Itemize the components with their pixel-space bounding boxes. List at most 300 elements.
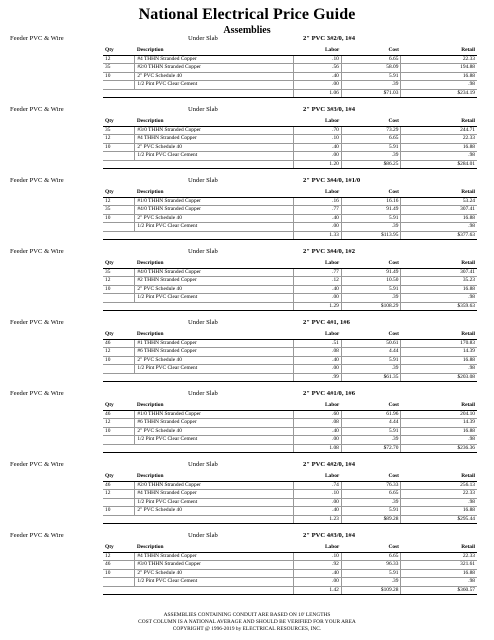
cell-labor: .10 bbox=[293, 553, 341, 561]
cell-labor: .40 bbox=[293, 356, 341, 364]
assembly-table bbox=[103, 330, 477, 382]
col-header-labor: Labor bbox=[293, 472, 341, 482]
assembly-section bbox=[0, 460, 494, 531]
assembly-section bbox=[0, 176, 494, 247]
cell-labor: .92 bbox=[293, 561, 341, 569]
section-assembly-code: 2" PVC 4#2/0, 1#4 bbox=[303, 461, 356, 468]
assembly-section bbox=[0, 389, 494, 460]
cell-qty bbox=[103, 365, 135, 373]
table-header-row bbox=[103, 330, 477, 340]
table-row bbox=[103, 482, 477, 490]
section-header bbox=[0, 247, 494, 257]
cell-cost: 5.91 bbox=[341, 285, 401, 293]
total-spacer bbox=[103, 302, 135, 310]
table-row bbox=[103, 578, 477, 586]
cell-description: 1/2 Pint PVC Clear Cement bbox=[135, 498, 293, 506]
section-subcategory: Under Slab bbox=[188, 461, 218, 468]
cell-description: 2" PVC Schedule 40 bbox=[135, 356, 293, 364]
table-row bbox=[103, 498, 477, 506]
cell-cost: 6.65 bbox=[341, 56, 401, 64]
cell-description: 2" PVC Schedule 40 bbox=[135, 214, 293, 222]
table-row bbox=[103, 135, 477, 143]
total-cost: $72.70 bbox=[341, 444, 401, 452]
table-row bbox=[103, 490, 477, 498]
col-header-cost: Cost bbox=[341, 46, 401, 56]
cell-qty: 35 bbox=[103, 269, 135, 277]
table-row bbox=[103, 214, 477, 222]
total-retail: $203.08 bbox=[401, 373, 477, 381]
cell-retail: .98 bbox=[401, 81, 477, 89]
cell-qty: 10 bbox=[103, 285, 135, 293]
cell-labor: .40 bbox=[293, 214, 341, 222]
col-header-retail: Retail bbox=[401, 188, 477, 198]
total-spacer bbox=[135, 515, 293, 523]
cell-cost: .39 bbox=[341, 152, 401, 160]
total-labor: 1.23 bbox=[293, 515, 341, 523]
cell-labor: .77 bbox=[293, 206, 341, 214]
cell-labor: .12 bbox=[293, 277, 341, 285]
cell-labor: .00 bbox=[293, 365, 341, 373]
cell-retail: 244.71 bbox=[401, 127, 477, 135]
col-header-labor: Labor bbox=[293, 330, 341, 340]
cell-qty: 12 bbox=[103, 56, 135, 64]
cell-retail: .98 bbox=[401, 498, 477, 506]
col-header-qty: Qty bbox=[103, 401, 135, 411]
table-row bbox=[103, 411, 477, 419]
total-cost: $71.03 bbox=[341, 89, 401, 97]
assembly-table bbox=[103, 188, 477, 240]
cell-qty: 12 bbox=[103, 135, 135, 143]
total-labor: 1.08 bbox=[293, 444, 341, 452]
table-header-row bbox=[103, 46, 477, 56]
cell-qty: 46 bbox=[103, 340, 135, 348]
cell-labor: .00 bbox=[293, 81, 341, 89]
section-assembly-code: 2" PVC 4#3/0, 1#4 bbox=[303, 532, 356, 539]
table-header bbox=[103, 46, 477, 56]
total-labor: 1.33 bbox=[293, 231, 341, 239]
table-row bbox=[103, 143, 477, 151]
cell-description: #2/0 THHN Stranded Copper bbox=[135, 64, 293, 72]
table-body bbox=[103, 127, 477, 169]
total-retail: $284.01 bbox=[401, 160, 477, 168]
cell-qty bbox=[103, 223, 135, 231]
cell-retail: .98 bbox=[401, 152, 477, 160]
table-row bbox=[103, 56, 477, 64]
total-retail: $234.19 bbox=[401, 89, 477, 97]
table-body bbox=[103, 56, 477, 98]
total-labor: .99 bbox=[293, 373, 341, 381]
col-header-description: Description bbox=[135, 330, 293, 340]
cell-labor: .16 bbox=[293, 198, 341, 206]
cell-labor: .40 bbox=[293, 285, 341, 293]
cell-labor: .40 bbox=[293, 569, 341, 577]
cell-description: #1/0 THHN Stranded Copper bbox=[135, 411, 293, 419]
col-header-qty: Qty bbox=[103, 543, 135, 553]
cell-retail: 35.23 bbox=[401, 277, 477, 285]
col-header-retail: Retail bbox=[401, 472, 477, 482]
cell-labor: .10 bbox=[293, 56, 341, 64]
cell-description: 2" PVC Schedule 40 bbox=[135, 285, 293, 293]
total-labor: 1.29 bbox=[293, 302, 341, 310]
cell-description: 2" PVC Schedule 40 bbox=[135, 569, 293, 577]
section-category: Feeder PVC & Wire bbox=[10, 390, 64, 397]
table-row bbox=[103, 285, 477, 293]
cell-labor: .08 bbox=[293, 348, 341, 356]
total-cost: $109.28 bbox=[341, 586, 401, 594]
table-header bbox=[103, 330, 477, 340]
col-header-qty: Qty bbox=[103, 259, 135, 269]
total-cost: $108.29 bbox=[341, 302, 401, 310]
assembly-section bbox=[0, 531, 494, 602]
table-header-row bbox=[103, 259, 477, 269]
total-retail: $359.63 bbox=[401, 302, 477, 310]
cell-description: #4/0 THHN Stranded Copper bbox=[135, 269, 293, 277]
cell-qty: 12 bbox=[103, 419, 135, 427]
cell-qty: 35 bbox=[103, 127, 135, 135]
cell-qty bbox=[103, 498, 135, 506]
total-row bbox=[103, 586, 477, 594]
table-row bbox=[103, 348, 477, 356]
cell-qty bbox=[103, 81, 135, 89]
col-header-labor: Labor bbox=[293, 401, 341, 411]
section-subcategory: Under Slab bbox=[188, 106, 218, 113]
cell-retail: 16.88 bbox=[401, 427, 477, 435]
total-spacer bbox=[135, 231, 293, 239]
cell-description: #3/0 THHN Stranded Copper bbox=[135, 127, 293, 135]
total-spacer bbox=[103, 586, 135, 594]
assembly-table bbox=[103, 46, 477, 98]
cell-cost: .39 bbox=[341, 578, 401, 586]
cell-description: #3/0 THHN Stranded Copper bbox=[135, 561, 293, 569]
cell-qty: 10 bbox=[103, 72, 135, 80]
cell-description: #2/0 THHN Stranded Copper bbox=[135, 482, 293, 490]
cell-labor: .77 bbox=[293, 269, 341, 277]
cell-retail: 204.10 bbox=[401, 411, 477, 419]
table-body bbox=[103, 340, 477, 382]
table-header bbox=[103, 259, 477, 269]
cell-labor: .74 bbox=[293, 482, 341, 490]
cell-cost: 96.33 bbox=[341, 561, 401, 569]
cell-retail: 16.88 bbox=[401, 356, 477, 364]
cell-labor: .00 bbox=[293, 152, 341, 160]
section-header bbox=[0, 531, 494, 541]
cell-cost: 16.16 bbox=[341, 198, 401, 206]
table-row bbox=[103, 507, 477, 515]
cell-cost: 5.91 bbox=[341, 356, 401, 364]
cell-description: #4 THHN Stranded Copper bbox=[135, 56, 293, 64]
footer-note-lengths: ASSEMBLIES CONTAINING CONDUIT ARE BASED ON 10' LENGTHS bbox=[163, 612, 331, 618]
cell-description: #2 THHN Stranded Copper bbox=[135, 277, 293, 285]
table-header bbox=[103, 543, 477, 553]
cell-qty: 10 bbox=[103, 427, 135, 435]
cell-cost: 4.44 bbox=[341, 348, 401, 356]
cell-cost: 6.65 bbox=[341, 490, 401, 498]
section-category: Feeder PVC & Wire bbox=[10, 106, 64, 113]
total-spacer bbox=[135, 586, 293, 594]
col-header-cost: Cost bbox=[341, 401, 401, 411]
cell-qty: 12 bbox=[103, 348, 135, 356]
footer-note-cost: COST COLUMN IS A NATIONAL AVERAGE AND SHOULD BE VERIFIED FOR YOUR AREA bbox=[138, 619, 356, 625]
col-header-qty: Qty bbox=[103, 117, 135, 127]
cell-labor: .40 bbox=[293, 72, 341, 80]
cell-retail: .98 bbox=[401, 365, 477, 373]
cell-labor: .56 bbox=[293, 64, 341, 72]
cell-qty bbox=[103, 294, 135, 302]
cell-description: 2" PVC Schedule 40 bbox=[135, 507, 293, 515]
page-subtitle: Assemblies bbox=[223, 25, 271, 36]
table-header-row bbox=[103, 472, 477, 482]
section-subcategory: Under Slab bbox=[188, 35, 218, 42]
cell-retail: 16.88 bbox=[401, 285, 477, 293]
cell-retail: .98 bbox=[401, 223, 477, 231]
total-row bbox=[103, 89, 477, 97]
cell-qty: 10 bbox=[103, 507, 135, 515]
total-cost: $86.25 bbox=[341, 160, 401, 168]
cell-description: #6 THHN Stranded Copper bbox=[135, 419, 293, 427]
col-header-description: Description bbox=[135, 188, 293, 198]
cell-retail: 16.88 bbox=[401, 569, 477, 577]
cell-retail: 16.88 bbox=[401, 72, 477, 80]
assembly-table bbox=[103, 259, 477, 311]
col-header-retail: Retail bbox=[401, 117, 477, 127]
section-subcategory: Under Slab bbox=[188, 177, 218, 184]
cell-description: 2" PVC Schedule 40 bbox=[135, 427, 293, 435]
total-row bbox=[103, 302, 477, 310]
cell-qty: 35 bbox=[103, 206, 135, 214]
cell-retail: 321.61 bbox=[401, 561, 477, 569]
section-category: Feeder PVC & Wire bbox=[10, 248, 64, 255]
total-row bbox=[103, 160, 477, 168]
section-header bbox=[0, 318, 494, 328]
cell-qty bbox=[103, 578, 135, 586]
assembly-table bbox=[103, 543, 477, 595]
cell-retail: 16.88 bbox=[401, 214, 477, 222]
cell-qty: 10 bbox=[103, 569, 135, 577]
col-header-qty: Qty bbox=[103, 472, 135, 482]
col-header-description: Description bbox=[135, 259, 293, 269]
cell-retail: 170.83 bbox=[401, 340, 477, 348]
cell-cost: .39 bbox=[341, 223, 401, 231]
cell-retail: 53.24 bbox=[401, 198, 477, 206]
cell-description: #1 THHN Stranded Copper bbox=[135, 340, 293, 348]
col-header-retail: Retail bbox=[401, 330, 477, 340]
total-retail: $360.57 bbox=[401, 586, 477, 594]
table-row bbox=[103, 277, 477, 285]
cell-retail: .98 bbox=[401, 578, 477, 586]
cell-description: 2" PVC Schedule 40 bbox=[135, 143, 293, 151]
col-header-labor: Labor bbox=[293, 117, 341, 127]
section-category: Feeder PVC & Wire bbox=[10, 319, 64, 326]
section-subcategory: Under Slab bbox=[188, 248, 218, 255]
assembly-section bbox=[0, 34, 494, 105]
section-assembly-code: 2" PVC 3#3/0, 1#4 bbox=[303, 106, 356, 113]
cell-qty bbox=[103, 436, 135, 444]
cell-labor: .60 bbox=[293, 411, 341, 419]
table-row bbox=[103, 340, 477, 348]
total-labor: 1.06 bbox=[293, 89, 341, 97]
total-spacer bbox=[103, 231, 135, 239]
cell-cost: 91.49 bbox=[341, 206, 401, 214]
cell-retail: 16.88 bbox=[401, 143, 477, 151]
col-header-cost: Cost bbox=[341, 117, 401, 127]
col-header-labor: Labor bbox=[293, 46, 341, 56]
cell-labor: .00 bbox=[293, 436, 341, 444]
section-assembly-code: 2" PVC 3#4/0, 1#2 bbox=[303, 248, 356, 255]
cell-description: #4/0 THHN Stranded Copper bbox=[135, 206, 293, 214]
total-spacer bbox=[135, 444, 293, 452]
cell-retail: 22.33 bbox=[401, 490, 477, 498]
col-header-qty: Qty bbox=[103, 46, 135, 56]
cell-cost: .39 bbox=[341, 498, 401, 506]
cell-description: 1/2 Pint PVC Clear Cement bbox=[135, 294, 293, 302]
total-row bbox=[103, 444, 477, 452]
cell-cost: 10.50 bbox=[341, 277, 401, 285]
col-header-description: Description bbox=[135, 401, 293, 411]
table-row bbox=[103, 365, 477, 373]
table-row bbox=[103, 356, 477, 364]
section-subcategory: Under Slab bbox=[188, 319, 218, 326]
table-row bbox=[103, 198, 477, 206]
cell-qty: 46 bbox=[103, 561, 135, 569]
cell-labor: .00 bbox=[293, 498, 341, 506]
table-row bbox=[103, 569, 477, 577]
col-header-cost: Cost bbox=[341, 330, 401, 340]
table-header bbox=[103, 401, 477, 411]
cell-labor: .00 bbox=[293, 578, 341, 586]
cell-retail: 16.88 bbox=[401, 507, 477, 515]
cell-description: #6 THHN Stranded Copper bbox=[135, 348, 293, 356]
cell-cost: 4.44 bbox=[341, 419, 401, 427]
col-header-qty: Qty bbox=[103, 330, 135, 340]
col-header-retail: Retail bbox=[401, 543, 477, 553]
table-row bbox=[103, 553, 477, 561]
cell-labor: .40 bbox=[293, 507, 341, 515]
table-body bbox=[103, 198, 477, 240]
cell-retail: 22.33 bbox=[401, 56, 477, 64]
section-assembly-code: 2" PVC 3#4/0, 1#1/0 bbox=[303, 177, 361, 184]
table-header bbox=[103, 472, 477, 482]
table-body bbox=[103, 553, 477, 595]
table-row bbox=[103, 127, 477, 135]
cell-cost: 5.91 bbox=[341, 214, 401, 222]
cell-labor: .70 bbox=[293, 127, 341, 135]
section-assembly-code: 2" PVC 4#1, 1#6 bbox=[303, 319, 350, 326]
total-row bbox=[103, 231, 477, 239]
cell-cost: 5.91 bbox=[341, 143, 401, 151]
cell-cost: 5.91 bbox=[341, 507, 401, 515]
table-header-row bbox=[103, 117, 477, 127]
cell-retail: .98 bbox=[401, 294, 477, 302]
cell-description: 1/2 Pint PVC Clear Cement bbox=[135, 578, 293, 586]
total-spacer bbox=[103, 160, 135, 168]
table-header-row bbox=[103, 188, 477, 198]
col-header-description: Description bbox=[135, 117, 293, 127]
total-spacer bbox=[103, 89, 135, 97]
cell-qty: 10 bbox=[103, 214, 135, 222]
cell-retail: 256.13 bbox=[401, 482, 477, 490]
table-row bbox=[103, 72, 477, 80]
table-header bbox=[103, 117, 477, 127]
footer-copyright: COPYRIGHT @ 1996-2019 by ELECTRICAL RESOURCES, INC. bbox=[172, 626, 322, 632]
cell-qty: 10 bbox=[103, 143, 135, 151]
cell-qty: 35 bbox=[103, 64, 135, 72]
cell-cost: .39 bbox=[341, 365, 401, 373]
cell-cost: 91.49 bbox=[341, 269, 401, 277]
cell-retail: 14.39 bbox=[401, 419, 477, 427]
cell-retail: 194.88 bbox=[401, 64, 477, 72]
col-header-retail: Retail bbox=[401, 46, 477, 56]
col-header-description: Description bbox=[135, 472, 293, 482]
col-header-qty: Qty bbox=[103, 188, 135, 198]
cell-description: 2" PVC Schedule 40 bbox=[135, 72, 293, 80]
section-subcategory: Under Slab bbox=[188, 532, 218, 539]
table-row bbox=[103, 269, 477, 277]
col-header-labor: Labor bbox=[293, 543, 341, 553]
col-header-cost: Cost bbox=[341, 543, 401, 553]
section-assembly-code: 2" PVC 3#2/0, 1#4 bbox=[303, 35, 356, 42]
cell-retail: 307.41 bbox=[401, 206, 477, 214]
cell-qty: 12 bbox=[103, 198, 135, 206]
table-row bbox=[103, 81, 477, 89]
cell-cost: 6.65 bbox=[341, 135, 401, 143]
col-header-retail: Retail bbox=[401, 259, 477, 269]
cell-qty: 12 bbox=[103, 490, 135, 498]
table-row bbox=[103, 427, 477, 435]
cell-retail: 307.41 bbox=[401, 269, 477, 277]
cell-description: #4 THHN Stranded Copper bbox=[135, 490, 293, 498]
table-header-row bbox=[103, 401, 477, 411]
assembly-table bbox=[103, 117, 477, 169]
table-row bbox=[103, 64, 477, 72]
cell-qty: 12 bbox=[103, 553, 135, 561]
col-header-labor: Labor bbox=[293, 188, 341, 198]
section-category: Feeder PVC & Wire bbox=[10, 35, 64, 42]
section-subcategory: Under Slab bbox=[188, 390, 218, 397]
cell-labor: .40 bbox=[293, 427, 341, 435]
cell-cost: 5.91 bbox=[341, 72, 401, 80]
table-body bbox=[103, 269, 477, 311]
total-retail: $236.36 bbox=[401, 444, 477, 452]
total-retail: $295.44 bbox=[401, 515, 477, 523]
col-header-cost: Cost bbox=[341, 259, 401, 269]
assembly-section bbox=[0, 105, 494, 176]
assembly-table bbox=[103, 401, 477, 453]
total-spacer bbox=[135, 373, 293, 381]
cell-description: #1/0 THHN Stranded Copper bbox=[135, 198, 293, 206]
table-body bbox=[103, 411, 477, 453]
col-header-description: Description bbox=[135, 46, 293, 56]
total-spacer bbox=[135, 302, 293, 310]
cell-cost: 6.65 bbox=[341, 553, 401, 561]
total-cost: $61.35 bbox=[341, 373, 401, 381]
section-header bbox=[0, 105, 494, 115]
cell-qty bbox=[103, 152, 135, 160]
table-row bbox=[103, 419, 477, 427]
total-spacer bbox=[103, 444, 135, 452]
table-row bbox=[103, 294, 477, 302]
cell-cost: .39 bbox=[341, 436, 401, 444]
total-spacer bbox=[135, 160, 293, 168]
cell-labor: .08 bbox=[293, 419, 341, 427]
cell-retail: 22.33 bbox=[401, 135, 477, 143]
col-header-retail: Retail bbox=[401, 401, 477, 411]
table-row bbox=[103, 436, 477, 444]
cell-qty: 12 bbox=[103, 277, 135, 285]
total-spacer bbox=[135, 89, 293, 97]
cell-cost: 58.09 bbox=[341, 64, 401, 72]
cell-labor: .00 bbox=[293, 294, 341, 302]
cell-labor: .00 bbox=[293, 223, 341, 231]
